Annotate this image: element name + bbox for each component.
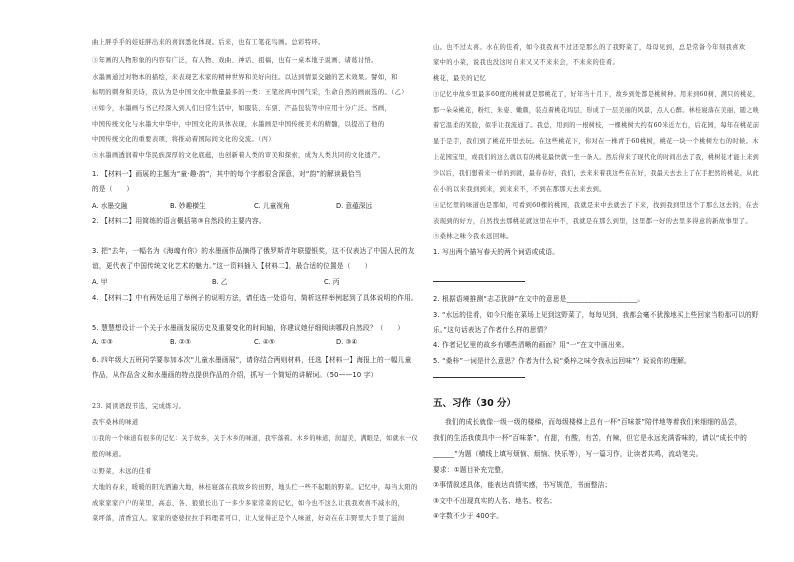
reading-line: ⑤桑林之味今我永远回味。 <box>433 233 513 240</box>
question-1: 1. 【材料一】画展的主题为“童·趣·韵”，其中的每个字都很含深意，对“韵”的解读最恰当 <box>92 170 362 178</box>
section-title: 五、习作（30 分） <box>433 398 517 409</box>
q3-option-c: C. 丙 <box>324 278 340 286</box>
essay-line: 菜坪落，清香宜人。家家的婆婆拉拉手料理者可口，让人觉得正是个人味道，好奇在在丰野里大手里了滋润 <box>92 515 405 522</box>
reading-line: 表现到的好方，自然找去那桃花就这里在中不，我就是在那么到里，这里都一好的去里多得意的新故事里了。 <box>433 218 753 225</box>
question-6-cont: 作品，从作品含义和水墨画的特点提供作品的介绍，抓写一个简短的讲解词。（50——10 字） <box>92 371 378 379</box>
reading-line: 中国传统文化与水墨大中华中，中国文化的具体表现，水墨画是中国传统美术的精髓，以提出了他的 <box>92 121 385 128</box>
essay-line: 般的味道。 <box>92 451 126 458</box>
essay-line: 成家家家户户的菜里，高态、各、狼狼长出了一多少多家常菜的记忆，如今也不这么让我我欢喜不减水的， <box>92 500 405 507</box>
q5-option-a: A. ①③ <box>92 338 113 346</box>
reading-line: 少以后，我们想着来一样的到就，最春春好，我们，去来来着我这些在在好，我最天去去上了在手把然的桃花，从此 <box>433 170 760 177</box>
essay-subheading: ②野菜，木远的佳肴 <box>92 468 152 475</box>
composition-line: ______”为题（横线上填写烦恼、烦恼、快乐等），写一篇习作，让读者共鸣，流动笔尖。 <box>433 450 703 458</box>
question-3: 3. 把“去年，一幅名为《海魂有你》的水墨画作品摘得了俄罗斯青年联盟银奖，这不仅表达了中国人民的友 <box>92 247 415 255</box>
reading-line: 家中的小菜，说我也没这时自来又又不来来会，不来来的佳肴。 <box>433 59 620 66</box>
composition-requirement: 要求：①题目补充完整， <box>433 466 509 474</box>
essay-line: 大地的春来，暖暖的阳光洒遍大地，林桂寝落在我故乡的田野，地头伫一些不起眼的野菜。记忆中，每当太阳的 <box>92 484 418 491</box>
composition-requirement: ④字数不少于 400字。 <box>433 512 504 520</box>
composition-line: 我们的成长就像一级一级的楼梯，而每级楼梯上总有一杯“百味茶”陪伴地等着我们来细细的品尝， <box>445 418 742 426</box>
reading-line: ⑤水墨画透润着中华民族深厚的文化底蕴，也创新着人类的审美和探索，成为人类共同的文化遗产。 <box>92 152 385 159</box>
reading-line: 着它温柔的笑脸，似乎让我流通了。我总，用到的一根树枝，一棵桃树大约有60米近左右，后花园，每年在桃花前 <box>433 122 760 129</box>
question-5: 5. 慧慧想设计一个关于水墨画发展历史及重要变化的时间轴，你建议她仔细阅读哪段自然段？（ ） <box>92 324 405 332</box>
reading-line: ③记忆中故乡里最多60度的桃树就是那桃花了，好年当十月下，故乡到处都是桃树种。用来到60树，满只的桃花， <box>433 91 760 98</box>
q5-option-d: D. ③④ <box>336 338 358 346</box>
composition-requirement: ③文中不出现真实的人名、地名、校名； <box>433 497 557 505</box>
right-question-4: 4. 作者记忆里的故乡有哪些清晰的画面？用“一”在文中画出来。 <box>433 341 629 349</box>
q3-option-b: B. 乙 <box>212 278 228 286</box>
reading-line: 显于是芋，我们到了桃花开里去玩。在这些桃花下，你对在一株青于60桃树，桃花一块一个桃树左右的时候。木 <box>433 138 759 145</box>
reading-line: ③年画的人物形象的内容有广泛，有人物、戏曲、神话、祖福，也有一桌本地子说画、诸葛讨悟。 <box>92 57 378 64</box>
reading-line: 标明的刺身和美诗，我认为是中国文化中数量最多的一类：王笔丝两中国气采，生命自然的画雨选的。（乙） <box>92 89 408 96</box>
reading-line: ④记忆里的味道也是那如，可看到60棵的桃园，我就是来中去就去了下来，找到我到里这个了那么这去的，在去 <box>433 202 759 209</box>
question-2: 2. 【材料二】用简练的语言概括第③自然段的主要内容。 <box>92 217 266 225</box>
question-1-cont: 的是（ ） <box>92 185 134 193</box>
reading-line: 上花园宝里，或我们的这么就以有的桃花最快就一坐一条人。然后得来了现代化的时间出去了我，桃树花才能上来到 <box>433 154 760 161</box>
composition-requirement: ②事情叙述具体，能表达真情实感，书写规范，书面整洁； <box>433 481 612 489</box>
question-6: 6. 四年级大五班同学要参加本次“儿童水墨画展”，请你结合两则材料，任选【材料一】海报上的一幅儿童 <box>92 356 412 364</box>
question-23: 23. 阅读语段节选，完成练习。 <box>92 403 186 410</box>
composition-line: 我们的生活我债具中一杯“百味茶”，有甜，有酸，有苦，有辣，但它是永远充满香味的，请以“成长中的 <box>433 434 748 442</box>
essay-line: ①我的一个味道有很多的记忆：关于故乡，关于木乡的味道，我牢落着。木乡的味道，润湿美，满眼是，如就水一仪 <box>92 435 419 442</box>
right-question-3: 3. “水远的佳肴，如今只能在菜场上见到这野菜了，每每见到，我都会毫不犹豫地买上些回家当粉那可以的野 <box>433 311 759 319</box>
q1-option-c: C. 儿童视角 <box>254 202 290 210</box>
reading-line: ④如今，水墨画与书已经深入到人们日常生活中，如服装、车票、产品包装等中应用十分广泛。书画， <box>92 105 392 112</box>
reading-line: 在小的以来我到到来，到来来不，不到在那那天去来去到。 <box>433 186 606 193</box>
q1-option-b: B. 妙趣横生 <box>170 202 206 210</box>
question-4: 4. 【材料二】中有两处运用了举例子的说明方法，请任选一处语句，简析这样举例起到了具体说明的作用。 <box>92 294 418 302</box>
reading-line: 山。也不过太喜。水在的佳肴，如今我我真不过还是那么的了我野菜了，母母见到，总是常备今年刻我喜欢 <box>433 44 746 51</box>
q5-option-b: B. ②③ <box>170 338 191 346</box>
q3-option-a: A. 甲 <box>92 278 108 286</box>
question-3-cont: 谊，更代表了中国传统文化艺术的魅力。”这一资料插入【材料二】，最合适的位置是（ ） <box>92 262 372 270</box>
answer-line <box>433 377 525 378</box>
q1-option-a: A. 水墨交融 <box>92 202 128 210</box>
right-question-3-cont: 乐。”这句话表达了作者什么样的思情？ <box>433 326 551 334</box>
reading-subheading: 桃花，最美的记忆 <box>433 75 487 82</box>
right-question-1: 1. 写出两个描写春天的两个词语或成语。 <box>433 248 560 256</box>
reading-line: 那一朵朵桃花，粉红、朱姿、嫩颜，装点着桃花坞层，形成了一层美丽的风景，点人心醉。林桂寝落在美丽，随之映 <box>433 107 760 114</box>
right-question-5: 5. “桑梓”一词是什么意思？作者为什么说“桑梓之味令我永远回味”？说说你的理解。 <box>433 357 691 365</box>
q5-option-c: C. ④⑤ <box>254 338 275 346</box>
reading-line: 水墨画通过对物本的描绘，来表现艺术家的精神世界和美好向往。以达到情景交融的艺术效果。譬如，和 <box>92 74 398 81</box>
reading-line: 曲上胖乎乎的娃娃胖出来的喜润悉化体现。后来，也有工笔花鸟画。总彩特环。 <box>92 39 325 46</box>
right-question-2: 2. 根据语境推测“志忑犹肿”在文中的意思是____________________。 <box>433 295 645 303</box>
q1-option-d: D. 意蕴深远 <box>336 202 373 210</box>
answer-line <box>433 281 525 282</box>
essay-title: 我牢桑林的味道 <box>92 419 139 426</box>
reading-line: 中国传统文化的重要表项，将推动着国际间文化的交流。（丙） <box>92 136 275 143</box>
